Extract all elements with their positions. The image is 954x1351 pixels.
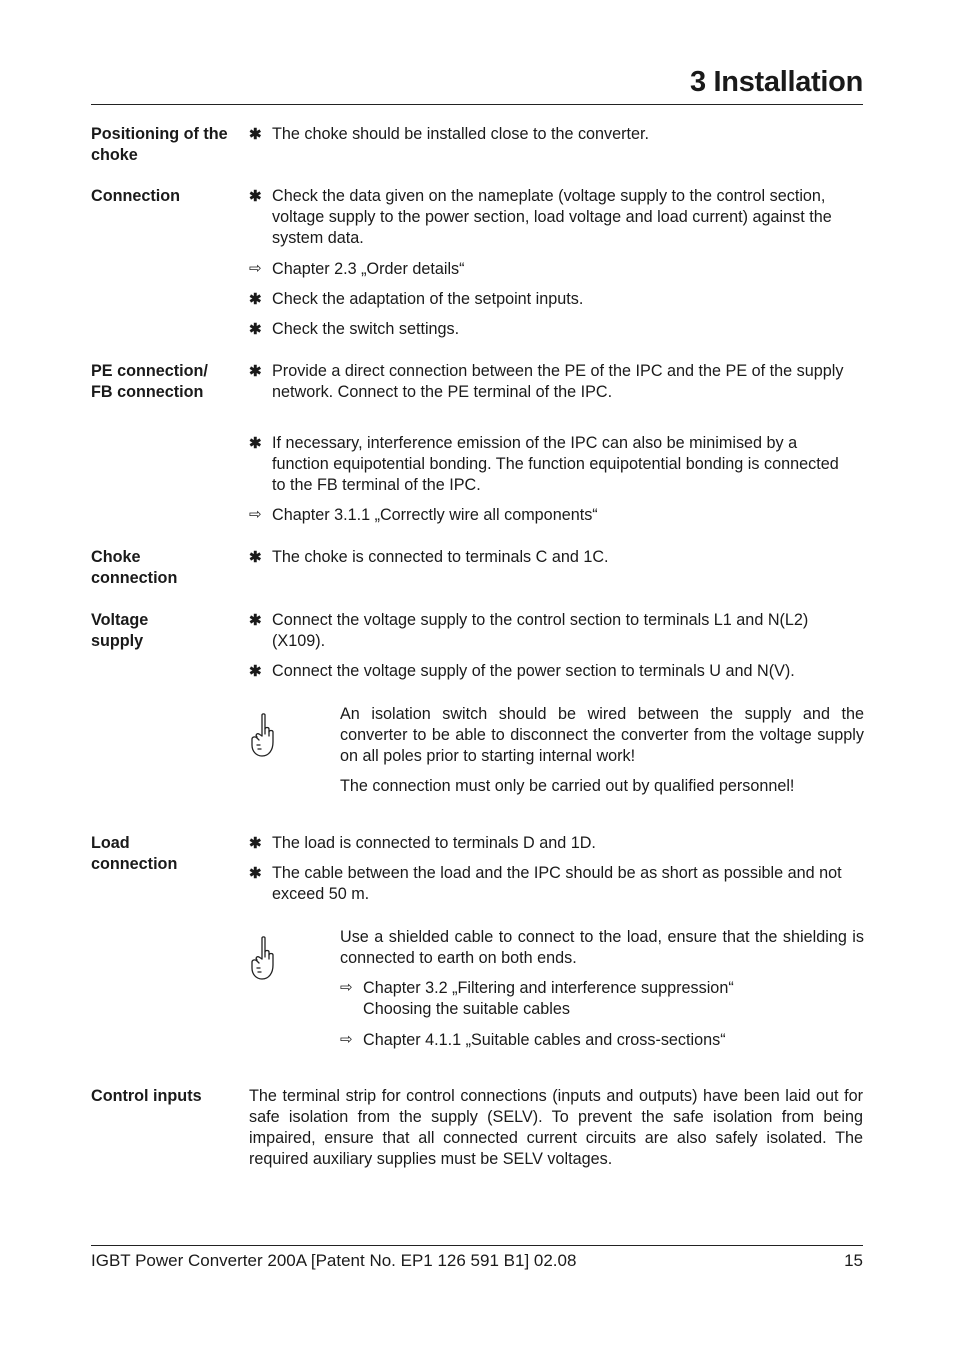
footer-document-title: IGBT Power Converter 200A [Patent No. EP1 126 591 B1] 02.08 [91,1251,577,1270]
arrow-right-icon: ⇨ [249,260,262,277]
list-item: ✱ Check the data given on the nameplate (voltage supply to the control section, voltage supply to the power section, load voltage and load current) against the system data. [249,187,832,247]
list-item: ✱ The choke is connected to terminals C and 1C. [249,548,609,566]
asterisk-bullet-icon: ✱ [249,126,262,143]
list-item: ✱ Check the adaptation of the setpoint inputs. [249,290,584,308]
reference-item: ⇨ Chapter 3.2 „Filtering and interference suppression“ Choosing the suitable cables [340,979,734,1018]
asterisk-bullet-icon: ✱ [249,435,262,452]
list-item: ✱ The choke should be installed close to the converter. [249,125,650,143]
asterisk-bullet-icon: ✱ [249,291,262,308]
asterisk-bullet-icon: ✱ [249,549,262,566]
asterisk-bullet-icon: ✱ [249,188,262,205]
note-text: An isolation switch should be wired between the supply and the converter to be able to disconnect the converter from the voltage supply on all poles prior to starting internal work! [340,705,864,765]
list-item: ✱ Connect the voltage supply to the control section to terminals L1 and N(L2) (X109). [249,611,809,650]
asterisk-bullet-icon: ✱ [249,663,262,680]
asterisk-bullet-icon: ✱ [249,612,262,629]
pointing-hand-icon [249,712,277,758]
label-control-inputs: Control inputs [91,1087,202,1105]
reference-item: ⇨ Chapter 2.3 „Order details“ [249,260,465,278]
page-title: 3 Installation [689,66,863,98]
note-text: The connection must only be carried out by qualified personnel! [340,777,795,795]
asterisk-bullet-icon: ✱ [249,835,262,852]
footer-divider [91,1245,863,1246]
control-inputs-paragraph: The terminal strip for control connections (inputs and outputs) have been laid out for safe isolation from the supply (SELV). To prevent the safe isolation from being impaired, ensure that all connected current circuits are also safely isolated. The required auxiliary supplies must be SELV voltages. [249,1087,863,1168]
note-text: Use a shielded cable to connect to the load, ensure that the shielding is connected to earth on both ends. [340,928,864,967]
list-item: ✱ If necessary, interference emission of the IPC can also be minimised by a function equipotential bonding. The function equipotential bonding is connected to the FB terminal of the IPC. [249,434,839,494]
asterisk-bullet-icon: ✱ [249,865,262,882]
label-voltage-supply: Voltage supply [91,611,149,650]
label-load-connection: Load connection [91,834,178,873]
header-divider [91,104,863,105]
list-item: ✱ The cable between the load and the IPC should be as short as possible and not exceed 50 m. [249,864,842,903]
arrow-right-icon: ⇨ [340,979,353,996]
reference-item: ⇨ Chapter 4.1.1 „Suitable cables and cross-sections“ [340,1031,726,1049]
label-pe-connection: PE connection/ FB connection [91,362,208,401]
arrow-right-icon: ⇨ [249,506,262,523]
label-connection: Connection [91,187,181,205]
asterisk-bullet-icon: ✱ [249,321,262,338]
list-item: ✱ Provide a direct connection between the PE of the IPC and the PE of the supply network. Connect to the PE terminal of the IPC. [249,362,844,401]
list-item: ✱ Connect the voltage supply of the power section to terminals U and N(V). [249,662,795,680]
list-item: ✱ Check the switch settings. [249,320,460,338]
asterisk-bullet-icon: ✱ [249,363,262,380]
label-choke-connection: Choke connection [91,548,178,587]
list-item: ✱ The load is connected to terminals D and 1D. [249,834,596,852]
label-positioning: Positioning of the choke [91,125,228,164]
pointing-hand-icon [249,935,277,981]
page-number: 15 [844,1251,863,1270]
arrow-right-icon: ⇨ [340,1031,353,1048]
reference-item: ⇨ Chapter 3.1.1 „Correctly wire all components“ [249,506,598,524]
